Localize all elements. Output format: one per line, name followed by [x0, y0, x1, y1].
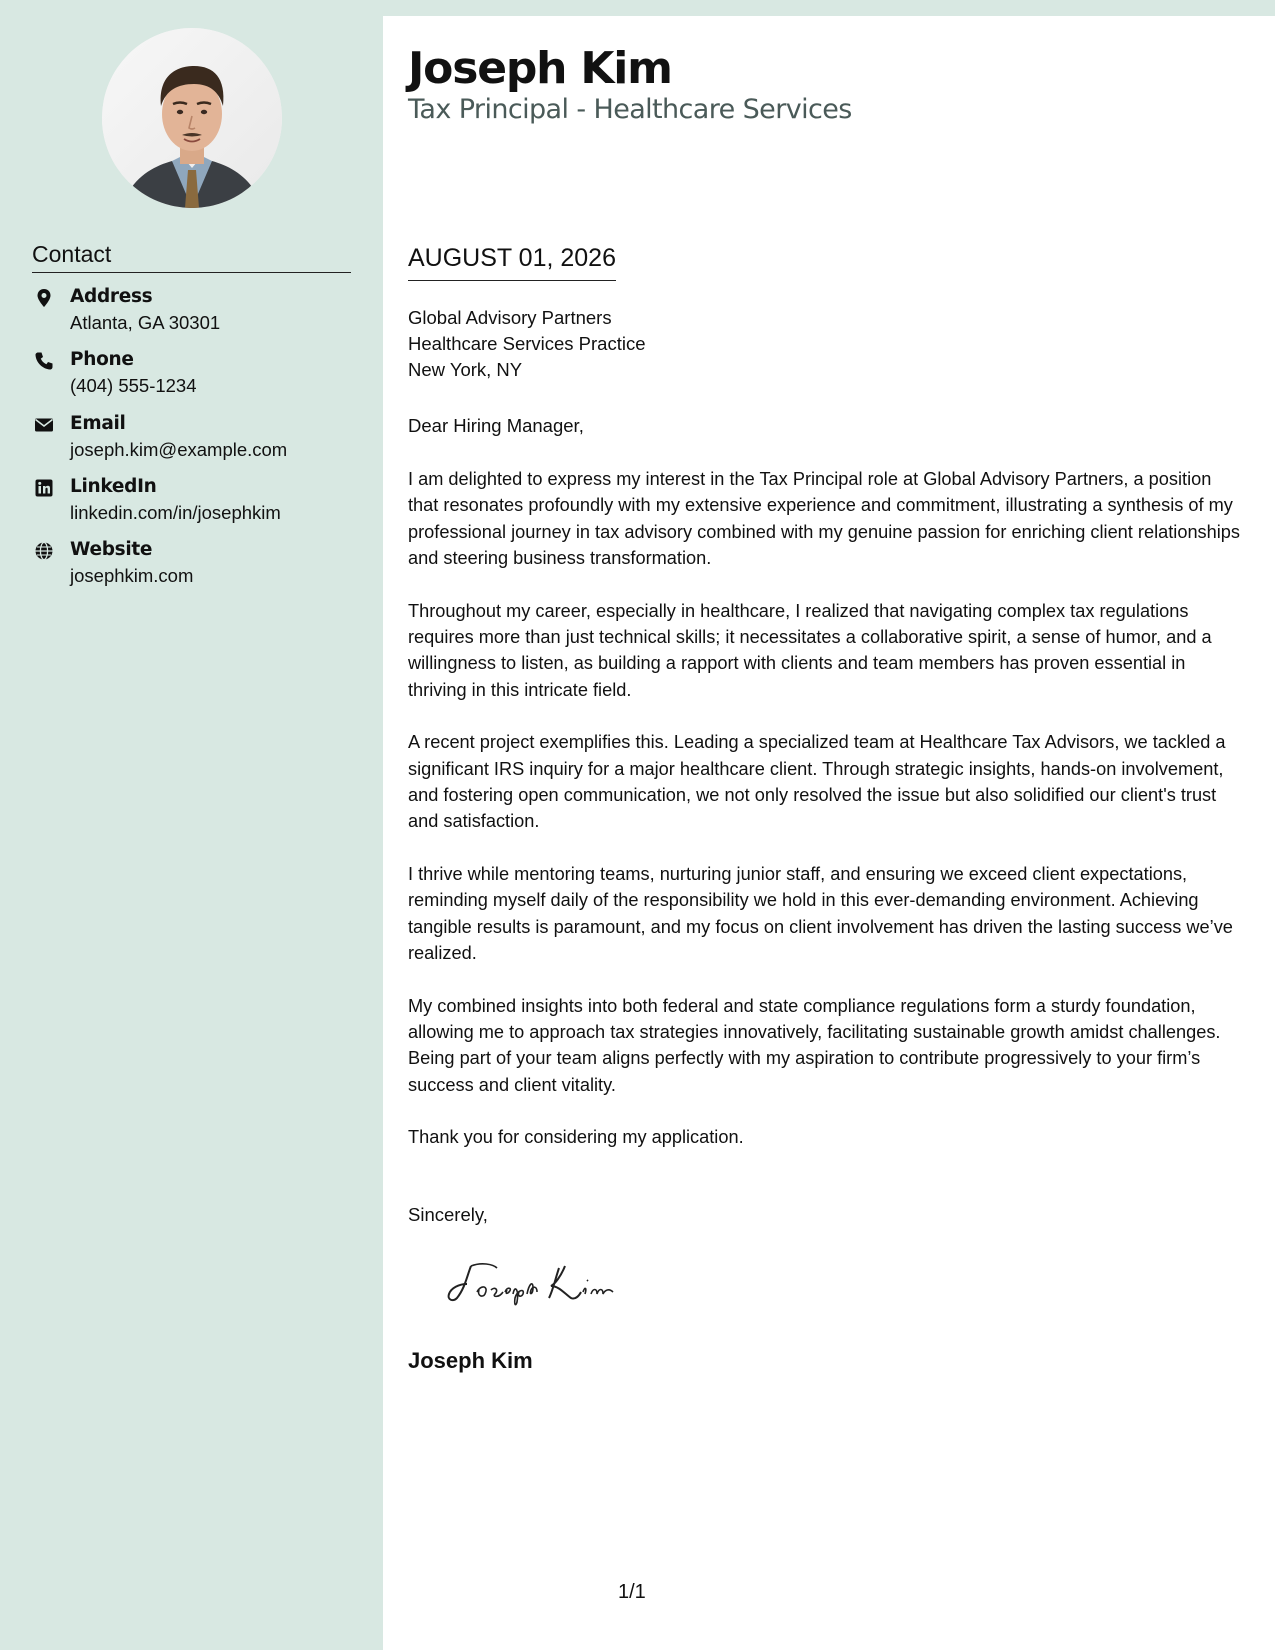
recipient-line: New York, NY	[408, 359, 523, 380]
contact-address	[32, 286, 362, 349]
contact-value: linkedin.com/in/josephkim	[70, 501, 281, 523]
recipient-line: Healthcare Services Practice	[408, 333, 646, 354]
body-paragraph: I am delighted to express my interest in the Tax Principal role at Global Advisory Partners, a position that resonates profoundly with my extensive experience and commitment, illustrating a synthesis of my professional journey in tax advisory combined with my genuine passion for enriching client relationships and steering business transformation.	[408, 469, 1241, 569]
contact-linkedin	[32, 476, 362, 539]
contact-value: Atlanta, GA 30301	[70, 312, 221, 333]
applicant-name: Joseph Kim	[408, 43, 672, 94]
page-number: 1/1	[618, 1581, 646, 1603]
body-paragraph: A recent project exemplifies this. Leading a specialized team at Healthcare Tax Advisors, we tackled a significant IRS inquiry for a major healthcare client. Through strategic insights, hands-on involvement, and fostering open communication, we not only resolved the issue but also solidified our client's trust and satisfaction.	[408, 732, 1226, 832]
contact-label: Website	[70, 539, 153, 561]
map-pin-icon	[34, 288, 54, 308]
contact-heading: Contact	[32, 241, 351, 273]
body-paragraph: My combined insights into both federal and state compliance regulations form a sturdy foundation, allowing me to approach tax strategies innovatively, facilitating sustainable growth amidst challenges. Being part of your team aligns perfectly with my aspiration to contribute progressively to your firm’s success and client vitality.	[408, 995, 1221, 1095]
contact-value: joseph.kim@example.com	[70, 438, 288, 460]
contact-label: LinkedIn	[70, 475, 157, 497]
contact-list	[32, 286, 362, 602]
contact-value: (404) 555-1234	[70, 375, 197, 397]
closing: Sincerely,	[408, 1204, 488, 1225]
recipient-block	[408, 305, 646, 383]
contact-label: Email	[70, 412, 126, 434]
letter-main	[383, 16, 1275, 1650]
job-title: Tax Principal - Healthcare Services	[408, 94, 852, 125]
contact-label: Phone	[70, 349, 134, 371]
linkedin-icon	[34, 478, 54, 498]
envelope-icon	[34, 415, 54, 435]
phone-icon	[34, 351, 54, 371]
signature	[441, 1254, 641, 1314]
letter-date: AUGUST 01, 2026	[408, 244, 616, 281]
contact-email	[32, 413, 362, 476]
signer-name: Joseph Kim	[408, 1348, 533, 1373]
globe-icon	[34, 541, 54, 561]
letter-body	[408, 466, 1246, 1177]
body-paragraph: I thrive while mentoring teams, nurturing junior staff, and ensuring we exceed client expectations, reminding myself daily of the responsibility we hold in this ever-demanding environment. Achieving tangible results is paramount, and my focus on client involvement has driven the lasting success we’ve realized.	[408, 863, 1233, 964]
body-paragraph: Throughout my career, especially in healthcare, I realized that navigating complex tax regulations requires more than just technical skills; it necessitates a collaborative spirit, a sense of humor, and a willingness to listen, as building a rapport with clients and team members has proven essential in thriving in this intricate field.	[408, 600, 1212, 700]
contact-website	[32, 539, 362, 602]
contact-value: josephkim.com	[70, 565, 194, 587]
body-paragraph: Thank you for considering my application.	[408, 1127, 744, 1148]
profile-photo	[102, 28, 282, 208]
recipient-line: Global Advisory Partners	[408, 307, 612, 328]
sidebar	[0, 0, 383, 1650]
contact-phone	[32, 349, 362, 412]
contact-label: Address	[70, 286, 153, 307]
salutation: Dear Hiring Manager,	[408, 415, 584, 436]
